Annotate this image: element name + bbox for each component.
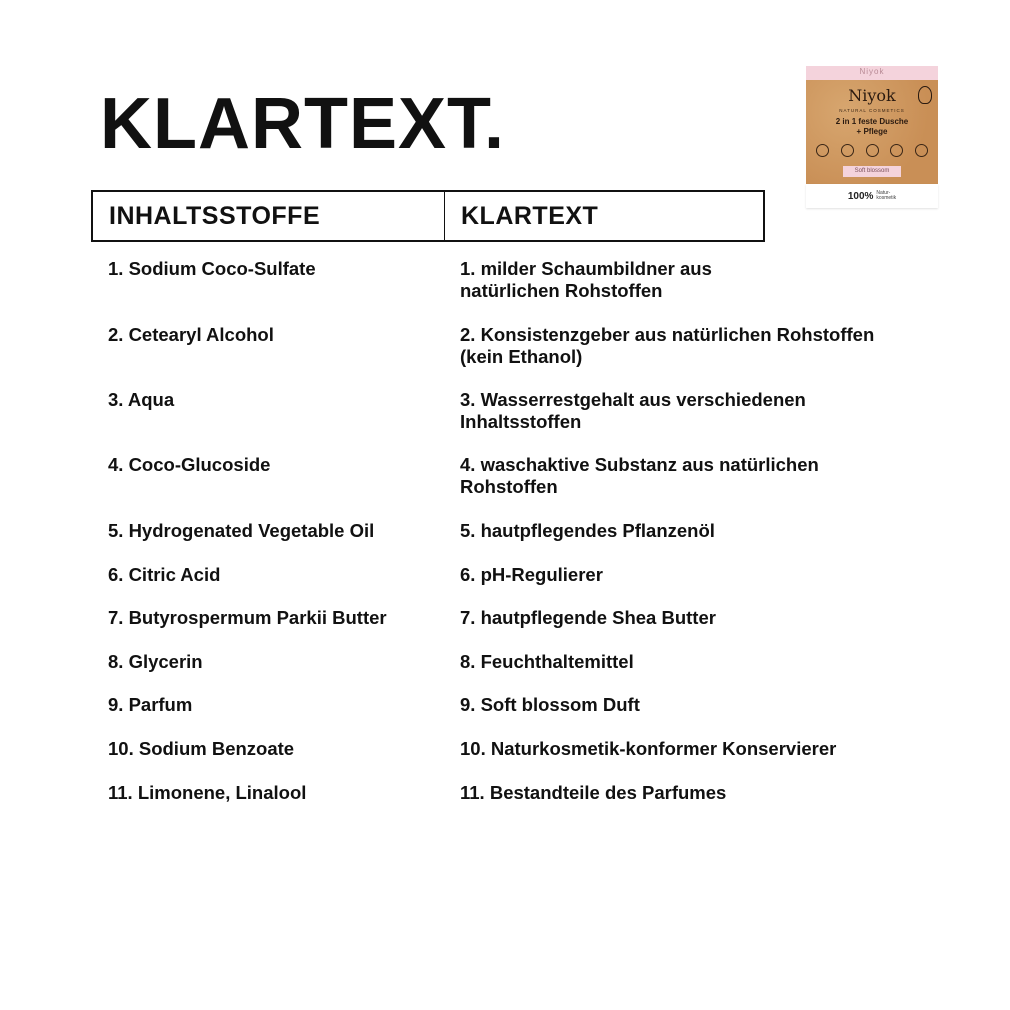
drop-icon — [915, 144, 928, 157]
table-row — [108, 607, 968, 629]
ingredient-name: 2. Cetearyl Alcohol — [108, 324, 274, 345]
ingredient-explanation: 7. hautpflegende Shea Butter — [460, 607, 716, 628]
ingredient-explanation: 8. Feuchthaltemittel — [460, 651, 634, 672]
table-row — [108, 782, 968, 804]
ingredient-name: 1. Sodium Coco-Sulfate — [108, 258, 316, 279]
heart-icon — [841, 144, 854, 157]
table-header — [91, 190, 765, 242]
table-row — [108, 694, 968, 716]
ingredient-name: 10. Sodium Benzoate — [108, 738, 295, 759]
brand-logo: Niyok — [848, 86, 896, 105]
ingredient-name: 9. Parfum — [108, 694, 193, 715]
natural-cosmetics-badge — [806, 184, 938, 208]
ingredient-explanation: 11. Bestandteile des Parfumes — [460, 782, 727, 803]
ingredient-explanation: 4. waschaktive Substanz aus natürlichen Rohstoffen — [460, 454, 819, 497]
header-explanation: KLARTEXT — [461, 201, 599, 230]
table-row — [108, 520, 968, 542]
header-ingredients: INHALTSSTOFFE — [93, 192, 445, 240]
table-row — [108, 564, 968, 586]
ingredient-explanation: 9. Soft blossom Duft — [460, 694, 640, 715]
box-front — [806, 80, 938, 184]
feature-icons — [816, 144, 928, 157]
ingredient-name: 6. Citric Acid — [108, 564, 221, 585]
ingredient-explanation: 6. pH-Regulierer — [460, 564, 603, 585]
no-plastic-icon — [866, 144, 879, 157]
ingredient-name: 4. Coco-Glucoside — [108, 454, 271, 475]
page-title: KLARTEXT. — [100, 84, 505, 164]
table-row — [108, 258, 968, 302]
face-icon — [816, 144, 829, 157]
ingredient-name: 5. Hydrogenated Vegetable Oil — [108, 520, 375, 541]
ingredient-name: 11. Limonene, Linalool — [108, 782, 307, 803]
table-row — [108, 651, 968, 673]
table-row — [108, 324, 968, 368]
brand-subtitle: NATURAL COSMETICS — [839, 108, 905, 113]
ingredient-explanation: 3. Wasserrestgehalt aus verschiedenen Inhaltsstoffen — [460, 389, 806, 432]
scent-label: Soft blossom — [843, 166, 901, 177]
ingredient-name: 8. Glycerin — [108, 651, 203, 672]
table-row — [108, 454, 968, 498]
table-row — [108, 389, 968, 433]
table-row — [108, 738, 968, 760]
box-top-brand: Niyok — [859, 67, 885, 76]
product-name: 2 in 1 feste Dusche + Pflege — [835, 117, 909, 136]
ingredient-explanation: 2. Konsistenzgeber aus natürlichen Rohstoffen (kein Ethanol) — [460, 324, 875, 367]
badge-text: Natur- kosmetik — [876, 190, 897, 201]
leaf-icon — [918, 86, 932, 104]
badge-percent: 100% — [847, 190, 874, 202]
ingredient-explanation: 10. Naturkosmetik-konformer Konservierer — [460, 738, 837, 759]
ingredient-explanation: 1. milder Schaumbildner aus natürlichen Rohstoffen — [460, 258, 712, 301]
ingredient-name: 3. Aqua — [108, 389, 175, 410]
product-box-image — [806, 66, 938, 208]
box-top — [806, 66, 938, 80]
ingredient-explanation: 5. hautpflegendes Pflanzenöl — [460, 520, 715, 541]
ph-icon — [890, 144, 903, 157]
ingredient-name: 7. Butyrospermum Parkii Butter — [108, 607, 387, 628]
